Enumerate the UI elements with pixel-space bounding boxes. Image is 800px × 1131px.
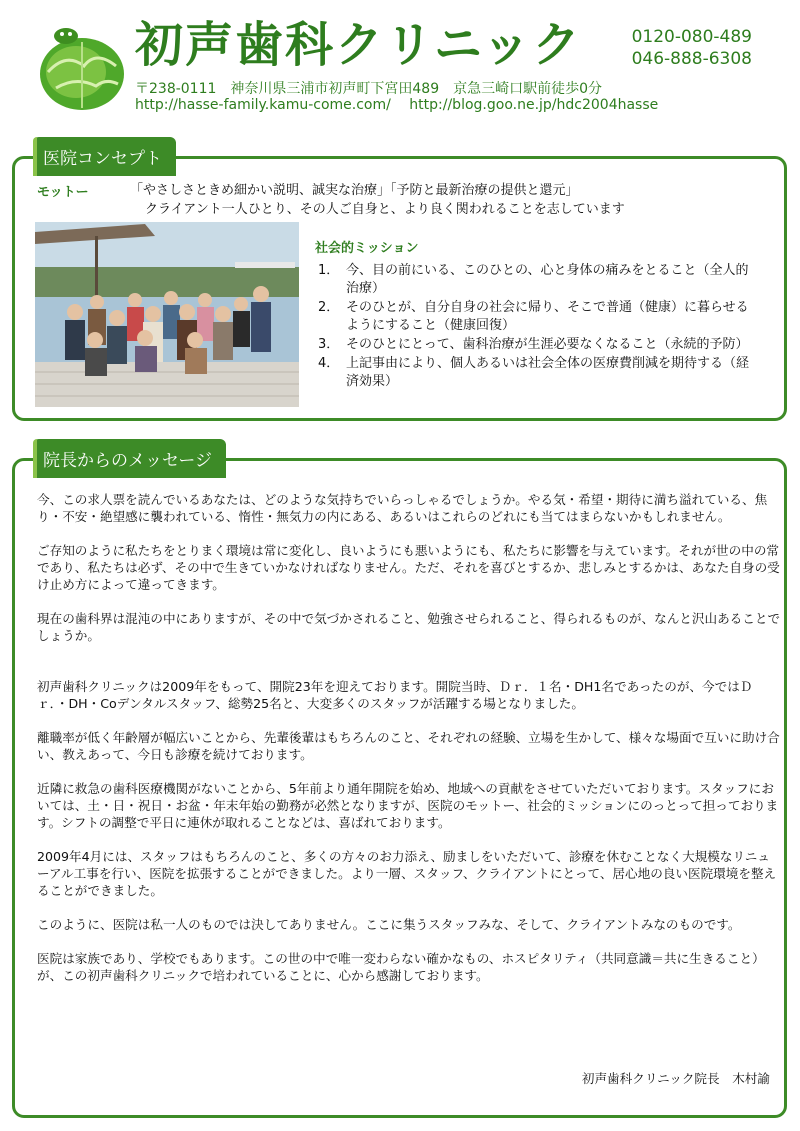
mission-item xyxy=(318,299,758,335)
motto-label: モットー xyxy=(37,185,89,200)
mission-text: そのひとが、自分自身の社会に帰り、そこで普通（健康）に暮らせるようにすること（健康回復） xyxy=(346,300,749,333)
mission-text: そのひとにとって、歯科治療が生涯必要なくなること（永続的予防） xyxy=(346,337,749,352)
mission-text: 上記事由により、個人あるいは社会全体の医療費削減を期待する（経済効果） xyxy=(346,356,750,389)
mission-number: 1． xyxy=(318,263,340,278)
message-paragraph: 近隣に救急の歯科医療機関がないことから、5年前より通年開院を始め、地域への貢献をさせていただいております。スタッフにおいては、土・日・祝日・お盆・年末年始の勤務が必然となりますが、医院のモットー、社会的ミッションにのっとって担っております。シフトの調整で平日に連休が取れることなどは、喜ばれております。 xyxy=(37,781,779,830)
message-paragraph: 今、この求人票を読んでいるあなたは、どのような気持ちでいらっしゃるでしょうか。やる気・希望・期待に満ち溢れている、焦り・不安・絶望感に襲われている、惰性・無気力の内にある、あるいはこれらのどれにも当てはまらないかもしれません。 xyxy=(37,492,768,524)
mission-item xyxy=(318,262,758,298)
motto-subtext: クライアント一人ひとり、その人ご自身と、より良く関われることを志しています xyxy=(145,202,625,217)
clinic-address: 〒238-0111 神奈川県三浦市初声町下宮田489 京急三崎口駅前徒歩0分 xyxy=(135,81,603,97)
mission-number: 3． xyxy=(318,337,340,352)
website-link[interactable]: http://hasse-family.kamu-come.com/ xyxy=(135,97,391,113)
clinic-name: 初声歯科クリニック xyxy=(135,17,583,73)
concept-panel xyxy=(12,149,787,421)
cabbage-logo-icon xyxy=(36,22,128,114)
message-panel xyxy=(12,451,787,1118)
page-header xyxy=(0,0,800,125)
mission-item xyxy=(318,355,758,391)
message-paragraph: このように、医院は私一人のものでは決してありません。ここに集うスタッフみな、そして、クライアントみなのものです。 xyxy=(37,917,741,932)
mission-list xyxy=(318,262,758,392)
message-paragraph: 医院は家族であり、学校でもあります。この世の中で唯一変わらない確かなもの、ホスピタリティ（共同意識＝共に生きること）が、この初声歯科クリニックで培われていることに、心から感謝しております。 xyxy=(37,951,765,983)
mission-text: 今、目の前にいる、このひとの、心と身体の痛みをとること（全人的治療） xyxy=(346,263,749,296)
clinic-urls xyxy=(135,97,658,113)
mission-title: 社会的ミッション xyxy=(315,241,419,256)
phone-number-2: 046-888-6308 xyxy=(631,49,752,69)
message-paragraph: 現在の歯科界は混沌の中にありますが、その中で気づかされること、勉強させられること、得られるものが、なんと沢山あることでしょうか。 xyxy=(37,611,781,643)
phone-number-1: 0120-080-489 xyxy=(631,27,752,47)
message-paragraph: 離職率が低く年齢層が幅広いことから、先輩後輩はもちろんのこと、それぞれの経験、立場を生かして、様々な場面で互いに助け合い、教えあって、今日も診療を続けております。 xyxy=(37,730,780,762)
director-message xyxy=(37,491,782,984)
message-tab: 院長からのメッセージ xyxy=(33,439,226,478)
mission-number: 4． xyxy=(318,356,340,371)
phone-numbers xyxy=(632,26,752,70)
staff-group-photo xyxy=(35,222,299,407)
director-signature: 初声歯科クリニック院長 木村諭 xyxy=(581,1071,770,1086)
motto-text: 「やさしさときめ細かい説明、誠実な治療」「予防と最新治療の提供と還元」 xyxy=(130,183,579,198)
blog-link[interactable]: http://blog.goo.ne.jp/hdc2004hasse xyxy=(409,97,659,113)
mission-number: 2． xyxy=(318,300,340,315)
concept-tab: 医院コンセプト xyxy=(33,137,176,176)
mission-item xyxy=(318,336,758,354)
message-paragraph: 初声歯科クリニックは2009年をもって、開院23年を迎えております。開院当時、Ｄｒ．１名・DH1名であったのが、今ではＤｒ．・DH・Coデンタルスタッフ、総勢25名と、大変多くのスタッフが活躍する場となりました。 xyxy=(37,679,753,711)
message-paragraph: ご存知のように私たちをとりまく環境は常に変化し、良いようにも悪いようにも、私たちに影響を与えています。それが世の中の常であり、私たちは必ず、その中で生きていかなければなりません。ただ、それを喜びとするか、悲しみとするかは、あなた自身の受け止め方によって違ってきます。 xyxy=(37,543,780,592)
message-paragraph: 2009年4月には、スタッフはもちろんのこと、多くの方々のお力添え、励ましをいただいて、診療を休むことなく大規模なリニューアル工事を行い、医院を拡張することができました。より一層、スタッフ、クライアントにとって、居心地の良い医院環境を整えることができました。 xyxy=(37,849,777,898)
